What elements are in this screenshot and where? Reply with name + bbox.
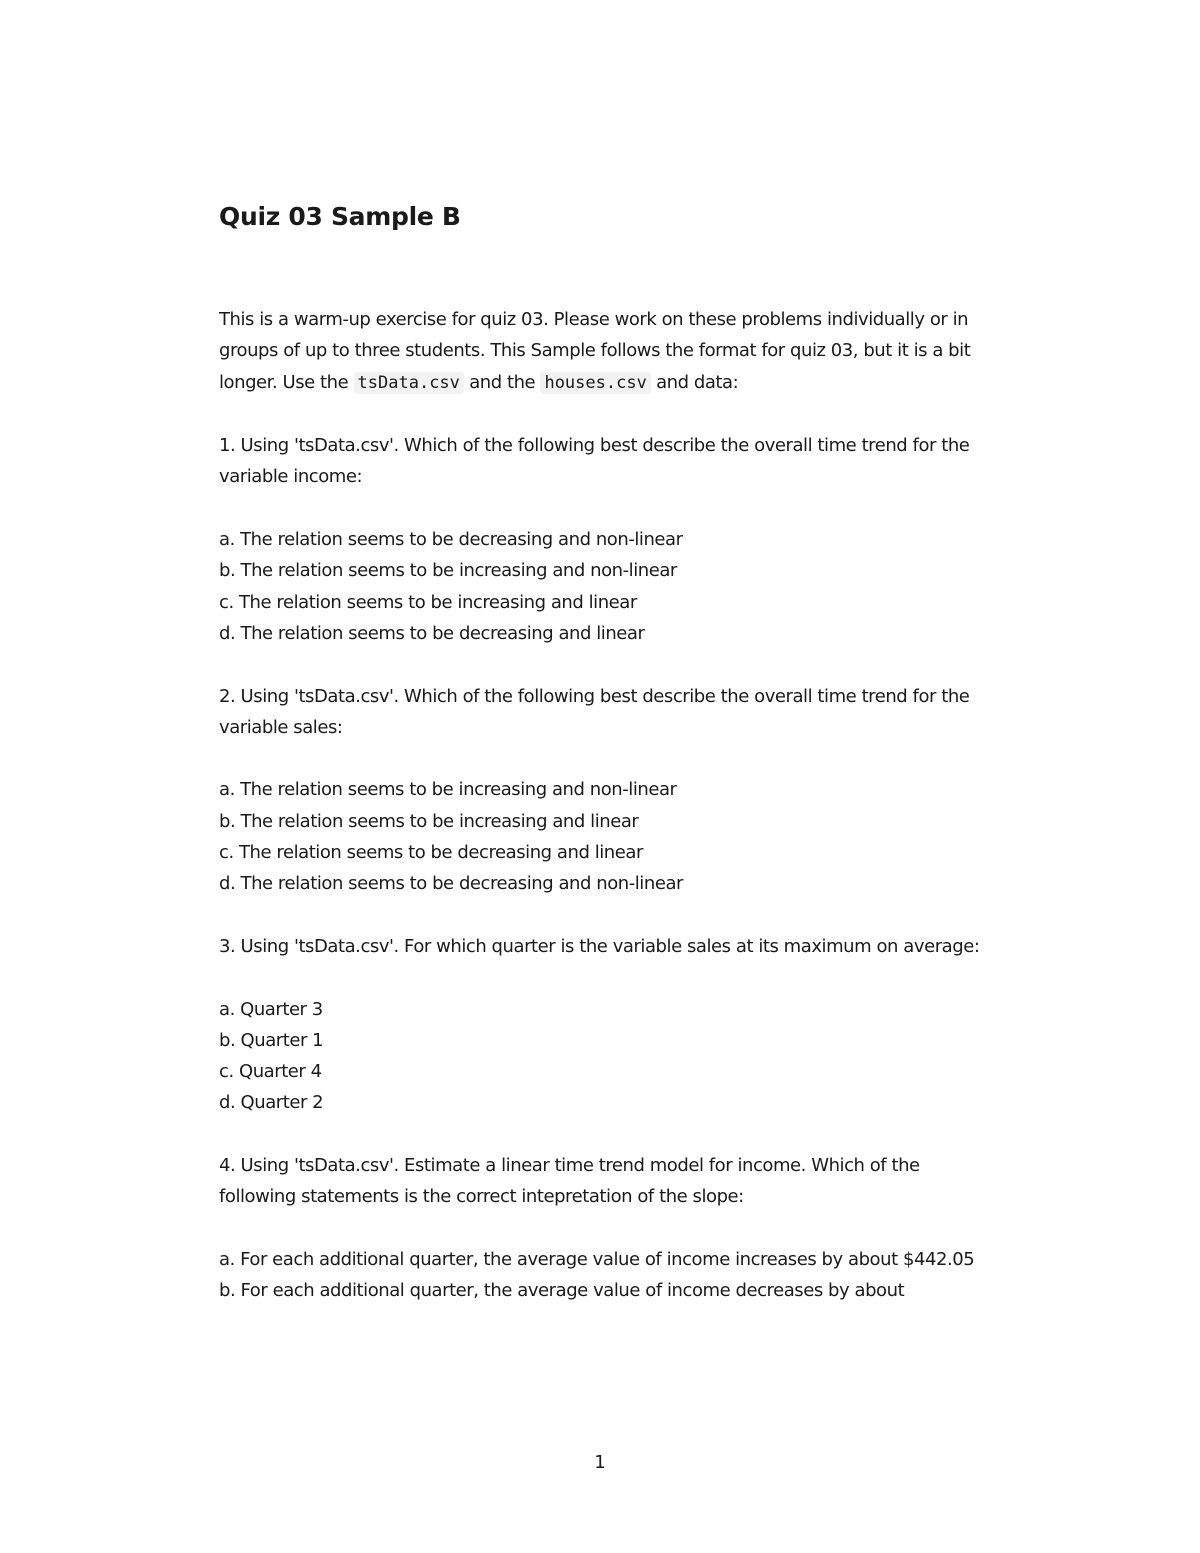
question-3-option-c: c. Quarter 4: [219, 1061, 322, 1083]
question-3-option-d: d. Quarter 2: [219, 1092, 324, 1114]
inline-code-tsdata: tsData.csv: [354, 372, 464, 394]
question-3-prompt: 3. Using 'tsData.csv'. For which quarter is the variable sales at its maximum on average:: [219, 935, 980, 957]
question-1-prompt: 1. Using 'tsData.csv'. Which of the following best describe the overall time trend for the variable income:: [219, 435, 970, 488]
intro-text-after: and data:: [656, 371, 739, 393]
document-body: [219, 304, 989, 1307]
intro-paragraph: [219, 304, 989, 399]
question-2-prompt: 2. Using 'tsData.csv'. Which of the following best describe the overall time trend for the variable sales:: [219, 685, 970, 738]
question-3-option-b: b. Quarter 1: [219, 1029, 324, 1051]
question-2-option-c: c. The relation seems to be decreasing and linear: [219, 842, 643, 864]
intro-text-before: This is a warm-up exercise for quiz 03. Please work on these problems individually or in groups of up to three students. This Sample follows the format for quiz 03, but it is a bit longer. Use the: [219, 309, 971, 393]
question-4-option-b: b. For each additional quarter, the average value of income decreases by about: [219, 1280, 905, 1302]
page-number: 1: [594, 1452, 606, 1473]
question-2-option-a: a. The relation seems to be increasing and non-linear: [219, 779, 677, 801]
question-2-option-d: d. The relation seems to be decreasing and non-linear: [219, 873, 683, 895]
question-4-prompt: 4. Using 'tsData.csv'. Estimate a linear time trend model for income. Which of the following statements is the correct intepretation of the slope:: [219, 1155, 920, 1208]
intro-text-middle: and the: [469, 371, 536, 393]
question-2-option-b: b. The relation seems to be increasing and linear: [219, 810, 639, 832]
question-4-option-a: a. For each additional quarter, the average value of income increases by about $442.05: [219, 1248, 975, 1270]
question-1-option-b: b. The relation seems to be increasing and non-linear: [219, 560, 677, 582]
question-1-option-c: c. The relation seems to be increasing and linear: [219, 591, 637, 613]
inline-code-houses: houses.csv: [540, 372, 650, 394]
page-title: Quiz 03 Sample B: [219, 202, 461, 231]
question-1-option-a: a. The relation seems to be decreasing and non-linear: [219, 529, 683, 551]
question-3-option-a: a. Quarter 3: [219, 998, 323, 1020]
question-1-option-d: d. The relation seems to be decreasing and linear: [219, 622, 645, 644]
